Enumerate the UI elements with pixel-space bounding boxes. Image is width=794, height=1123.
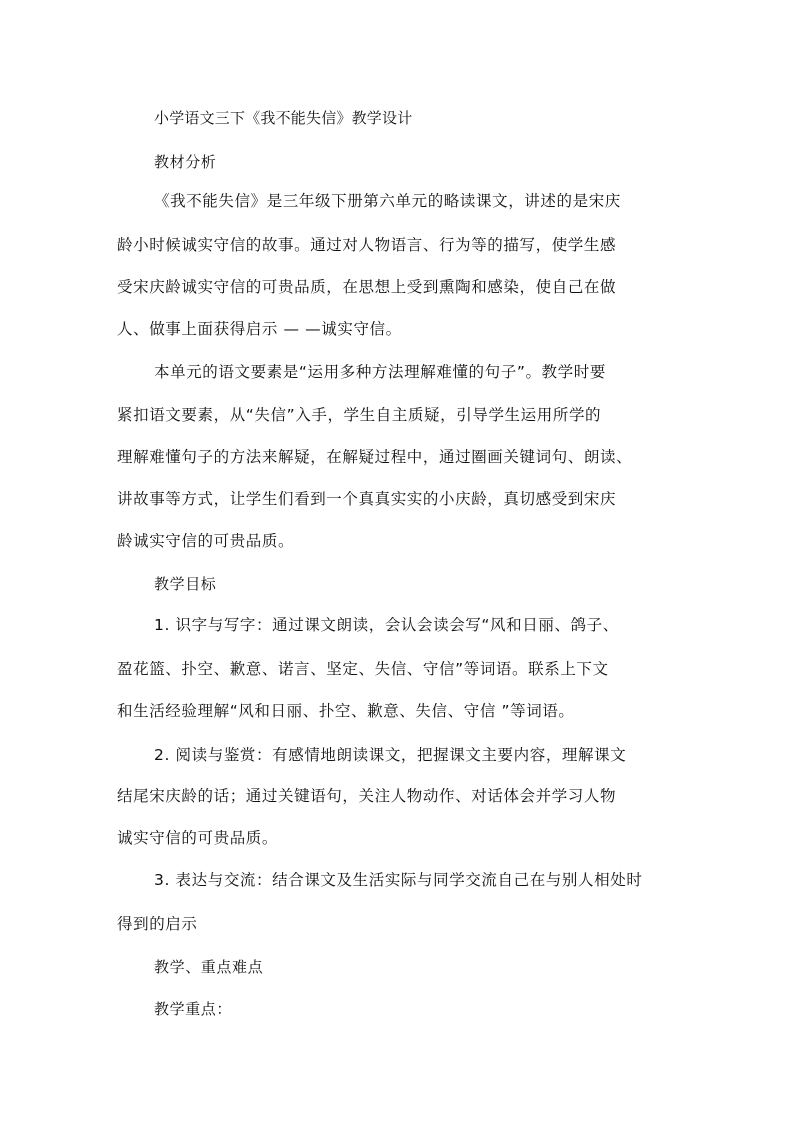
goal-line: 1. 识字与写字：通过课文朗读，会认会读会写“风和日丽、鸽子、 bbox=[154, 616, 619, 634]
goal-line: 得到的启示 bbox=[117, 915, 198, 933]
goal-line: 盈花篮、扑空、歉意、诺言、坚定、失信、守信”等词语。联系上下文 bbox=[117, 660, 609, 678]
paragraph-line: 《我不能失信》是三年级下册第六单元的略读课文，讲述的是宋庆 bbox=[154, 192, 621, 210]
goal-line: 2. 阅读与鉴赏：有感情地朗读课文，把握课文主要内容，理解课文 bbox=[154, 746, 627, 764]
goal-line: 结尾宋庆龄的话；通过关键语句，关注人物动作、对话体会并学习人物 bbox=[117, 787, 617, 805]
section-heading-analysis: 教材分析 bbox=[154, 153, 217, 171]
goal-line: 和生活经验理解“风和日丽、扑空、歉意、失信、守信 ”等词语。 bbox=[117, 702, 575, 720]
document-title: 小学语文三下《我不能失信》教学设计 bbox=[154, 109, 413, 127]
section-heading-goals: 教学目标 bbox=[154, 575, 217, 593]
paragraph-line: 理解难懂句子的方法来解疑，在解疑过程中，通过圈画关键词句、朗读、 bbox=[117, 448, 633, 466]
paragraph-line: 受宋庆龄诚实守信的可贵品质，在思想上受到熏陶和感染，使自己在做 bbox=[117, 278, 617, 296]
paragraph-line: 人、做事上面获得启示 — —诚实守信。 bbox=[117, 320, 402, 338]
paragraph-line: 讲故事等方式，让学生们看到一个真真实实的小庆龄，真切感受到宋庆 bbox=[117, 490, 617, 508]
paragraph-line: 本单元的语文要素是“运用多种方法理解难懂的句子”。教学时要 bbox=[154, 363, 606, 381]
paragraph-line: 龄小时候诚实守信的故事。通过对人物语言、行为等的描写，使学生感 bbox=[117, 236, 617, 254]
paragraph-line: 紧扣语文要素，从“失信”入手，学生自主质疑，引导学生运用所学的 bbox=[117, 406, 602, 424]
subheading-key-focus: 教学重点： bbox=[154, 1000, 233, 1018]
goal-line: 3. 表达与交流：结合课文及生活实际与同学交流自己在与别人相处时 bbox=[154, 871, 643, 889]
section-heading-keypoints: 教学、重点难点 bbox=[154, 958, 264, 976]
paragraph-line: 龄诚实守信的可贵品质。 bbox=[117, 532, 295, 550]
goal-line: 诚实守信的可贵品质。 bbox=[117, 829, 279, 847]
